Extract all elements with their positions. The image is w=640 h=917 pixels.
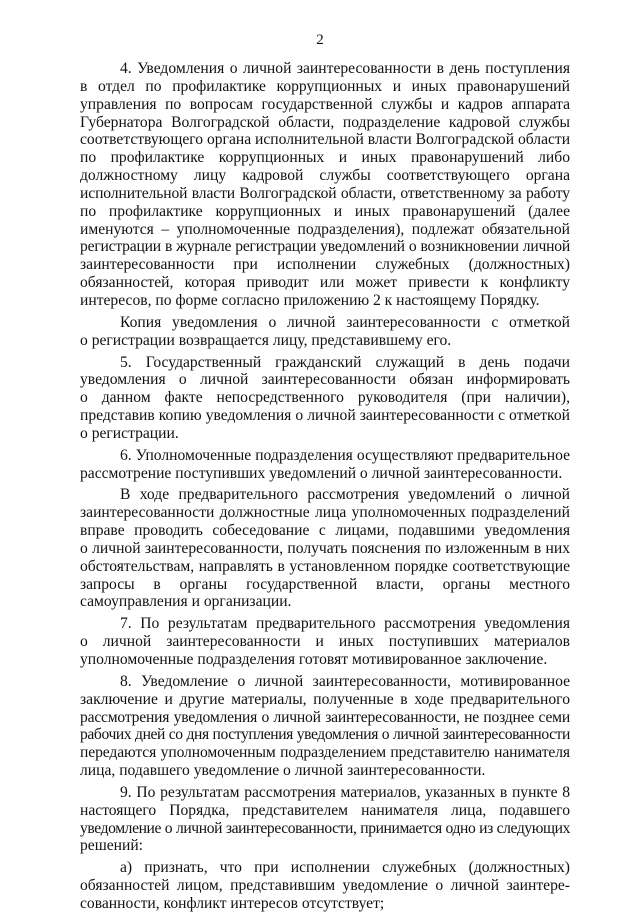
text-line: 8. Уведомление о личной заинтересованности, мотивированное [120, 672, 570, 690]
text-line: обязанностей лицом, представившим уведомление о личной заинтере- [80, 877, 570, 895]
text-line: о регистрации возвращается лицу, представившему его. [80, 331, 452, 349]
text-line: заинтересованности должностные лица уполномоченных подразделений [80, 504, 570, 522]
paragraph-p4 [80, 60, 570, 310]
text-line: Копия уведомления о личной заинтересованности с отметкой [120, 313, 570, 331]
text-line: обстоятельствам, направлять в установленном порядке соответствующие [80, 557, 570, 575]
text-line: по профилактике коррупционных и иных правонарушений (далее [80, 202, 570, 220]
text-line: 5. Государственный гражданский служащий в день подачи [120, 353, 570, 371]
text-line: 9. По результатам рассмотрения материалов, указанных в пункте 8 [120, 783, 570, 801]
text-line: обязанностей, которая приводит или может привести к конфликту [80, 274, 570, 292]
paragraph-p8 [80, 673, 570, 780]
text-line: соответствующего органа исполнительной власти Волгоградской области [80, 131, 571, 149]
text-line: исполнительной власти Волгоградской области, ответственному за работу [80, 184, 570, 202]
text-line: о данном факте непосредственного руководителя (при наличии), [80, 389, 570, 407]
text-line: именуются – уполномоченные подразделения), подлежат обязательной [80, 220, 570, 238]
text-line: решений: [80, 837, 144, 855]
text-line: запросы в органы государственной власти, органы местного [80, 575, 570, 593]
text-line: интересов, по форме согласно приложению 2 к настоящему Порядку. [80, 291, 540, 309]
text-line: уведомление о личной заинтересованности, принимается одно из следующих [80, 819, 570, 837]
text-line: заключение и другие материалы, полученные в ходе предварительного [80, 690, 570, 708]
text-line: уведомления о личной заинтересованности обязан информировать [80, 371, 570, 389]
text-line: Губернатора Волгоградской области, подразделение кадровой службы [80, 113, 570, 131]
text-line: 4. Уведомления о личной заинтересованности в день поступления [120, 60, 570, 77]
text-line: управления по вопросам государственной службы и кадров аппарата [80, 95, 570, 113]
text-line: уполномоченные подразделения готовят мотивированное заключение. [80, 651, 548, 668]
text-line: регистрации в журнале регистрации уведомлений о возникновении личной [80, 238, 570, 256]
text-line: самоуправления и организации. [80, 593, 292, 611]
paragraph-p6 [80, 447, 570, 483]
text-line: 7. По результатам предварительного рассмотрения уведомления [120, 615, 570, 633]
text-line: вправе проводить собеседование с лицами, подавшими уведомления [80, 522, 570, 540]
text-line: настоящего Порядка, представителем нанимателя лица, подавшего [80, 801, 570, 819]
paragraph-p9 [80, 784, 570, 855]
text-line: о личной заинтересованности и иных поступивших материалов [80, 633, 570, 651]
text-line: заинтересованности при исполнении служебных (должностных) [80, 256, 570, 274]
text-line: о личной заинтересованности, получать пояснения по изложенным в них [80, 539, 570, 557]
paragraph-p5 [80, 354, 570, 443]
text-line: В ходе предварительного рассмотрения уведомлений о личной [120, 486, 570, 504]
text-line: лица, подавшего уведомление о личной заинтересованности. [80, 762, 486, 780]
paragraph-p6-review [80, 486, 570, 611]
page-number: 2 [316, 32, 324, 48]
paragraph-p7 [80, 615, 570, 669]
text-line: рассмотрения уведомления о личной заинтересованности, не позднее семи [80, 708, 570, 726]
text-line: должностному лицу кадровой службы соответствующего органа [80, 167, 570, 185]
text-line: представив копию уведомления о личной заинтересованности с отметкой [80, 407, 570, 425]
text-line: передаются уполномоченным подразделением представителю нанимателя [80, 744, 570, 762]
text-line: по профилактике коррупционных и иных правонарушений либо [80, 149, 570, 167]
text-line: рассмотрение поступивших уведомлений о личной заинтересованности. [80, 464, 563, 482]
text-line: в отдел по профилактике коррупционных и иных правонарушений [80, 77, 570, 95]
document-body [80, 60, 570, 917]
paragraph-p4-copy [80, 314, 570, 350]
text-line: о регистрации. [80, 424, 179, 442]
text-line: рабочих дней со дня поступления уведомления о личной заинтересованности [80, 726, 570, 744]
text-line: а) признать, что при исполнении служебных (должностных) [120, 859, 570, 877]
text-line: сованности, конфликт интересов отсутствует; [80, 894, 385, 912]
text-line: 6. Уполномоченные подразделения осуществляют предварительное [120, 446, 570, 464]
